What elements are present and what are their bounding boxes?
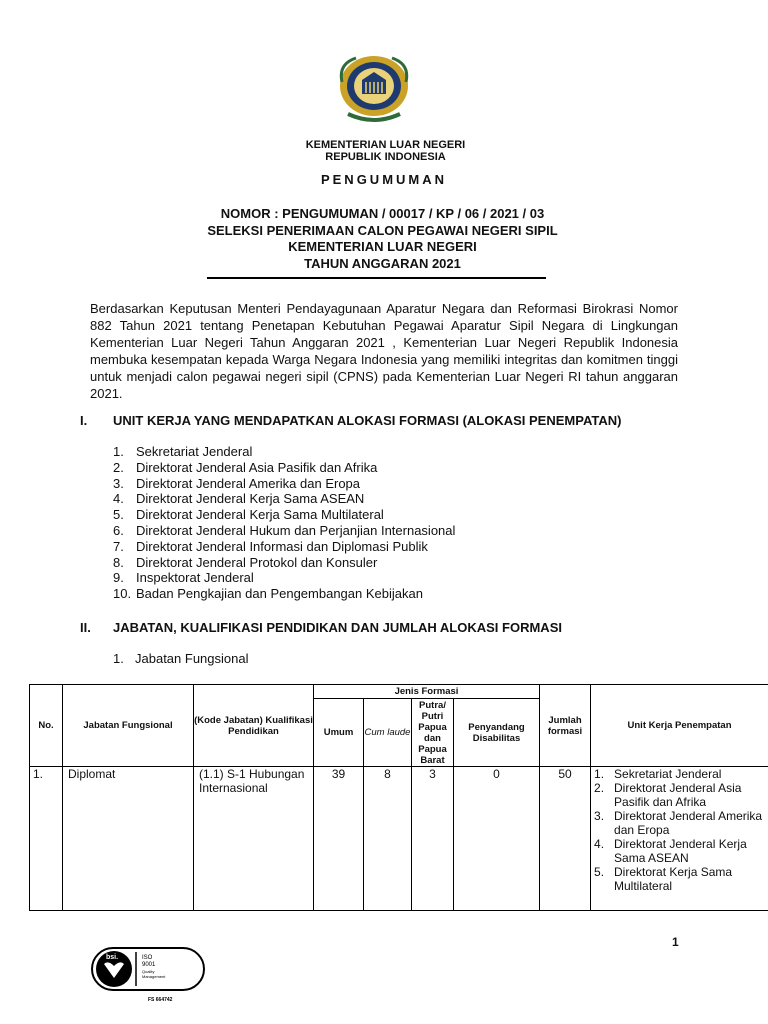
list-item: 5. Direktorat Kerja Sama Multilateral [594,865,733,893]
formation-table [29,684,768,911]
page-number: 1 [672,935,679,949]
table-row [30,767,768,911]
ministry-emblem-logo [338,52,410,128]
org-line-2: REPUBLIK INDONESIA [325,151,446,163]
cell-no: 1. [30,767,63,911]
iso-quality-text: Quality [142,969,155,974]
subsection-number: 1. [113,651,124,666]
list-item: 1. Sekretariat Jenderal [594,767,722,781]
intro-paragraph: Berdasarkan Keputusan Menteri Pendayagunaan Aparatur Negara dan Reformasi Birokrasi Nomor 882 Tahun 2021 tentang Penetapan Kebutuhan Pegawai Aparatur Sipil Negara di Lingkungan Kementerian Luar Negeri Tahun Anggaran 2021 , Kementerian Luar Negeri Republik Indonesia membuka kesempatan kepada Warga Negara Indonesia yang memiliki integritas dan komitmen tinggi untuk menjadi calon pegawai negeri sipil (CPNS) pada Kementerian Luar Negeri RI tahun anggaran 2021. [90,301,678,401]
list-item: 7. Direktorat Jenderal Informasi dan Diplomasi Publik [113,538,428,554]
list-item: 9. Inspektorat Jenderal [113,570,254,586]
list-item: 2. Direktorat Jenderal Asia Pasifik dan Afrika [594,781,742,809]
header-jenis-formasi: Jenis Formasi [314,685,540,699]
cell-kode: (1.1) S-1 Hubungan Internasional [194,767,314,911]
section-2-title: JABATAN, KUALIFIKASI PENDIDIKAN DAN JUMLAH ALOKASI FORMASI [113,620,562,635]
list-item: 10. Badan Pengkajian dan Pengembangan Kebijakan [113,586,423,602]
section-1-title: UNIT KERJA YANG MENDAPATKAN ALOKASI FORMASI (ALOKASI PENEMPATAN) [113,413,622,428]
placement-unit-list [591,767,768,893]
header-kode: (Kode Jabatan) Kualifikasi Pendidikan [194,685,314,767]
header-divider [207,277,546,279]
cell-unit [591,767,768,911]
header-papua: Putra/ Putri Papua dan Papua Barat [412,699,454,767]
header-no: No. [30,685,63,767]
list-item: 8. Direktorat Jenderal Protokol dan Konsuler [113,554,378,570]
announcement-title-line-1: SELEKSI PENERIMAAN CALON PEGAWAI NEGERI SIPIL [207,223,558,238]
list-item: 4. Direktorat Jenderal Kerja Sama ASEAN [113,491,365,507]
list-item: 3. Direktorat Jenderal Amerika dan Eropa [113,475,361,491]
subsection-heading [113,651,248,666]
header-unit: Unit Kerja Penempatan [591,685,768,767]
header-disabilitas: Penyandang Disabilitas [454,699,540,767]
announcement-heading: PENGUMUMAN [320,172,448,187]
bsi-iso-certification-logo [90,944,210,1004]
header-cum-laude: Cum laude [364,699,412,767]
header-jabatan: Jabatan Fungsional [63,685,194,767]
cell-jabatan: Diplomat [63,767,194,911]
announcement-number: NOMOR : PENGUMUMAN / 00017 / KP / 06 / 2021 / 03 [220,206,545,221]
list-item: 6. Direktorat Jenderal Hukum dan Perjanjian Internasional [113,522,456,538]
cell-papua: 3 [412,767,454,911]
subsection-title: Jabatan Fungsional [135,651,249,666]
cell-jumlah: 50 [540,767,591,911]
cell-cum-laude: 8 [364,767,412,911]
org-line-1: KEMENTERIAN LUAR NEGERI [305,139,466,151]
cell-disabilitas: 0 [454,767,540,911]
work-unit-list [113,444,455,602]
organization-name [303,139,468,163]
certificate-number: FS 664742 [148,997,173,1003]
section-2-number: II. [80,620,91,635]
list-item: 2. Direktorat Jenderal Asia Pasifik dan Afrika [113,459,378,475]
list-item: 1. Sekretariat Jenderal [113,444,253,459]
header-jumlah: Jumlah formasi [540,685,591,767]
header-umum: Umum [314,699,364,767]
bsi-brand-text: bsi. [106,954,119,961]
cell-umum: 39 [314,767,364,911]
section-1-number: I. [80,413,88,428]
announcement-title-line-2: KEMENTERIAN LUAR NEGERI [288,239,477,254]
iso-management-text: Management [142,974,166,979]
list-item: 3. Direktorat Jenderal Amerika dan Eropa [594,809,763,837]
list-item: 5. Direktorat Jenderal Kerja Sama Multilateral [113,507,384,523]
announcement-title-line-3: TAHUN ANGGARAN 2021 [304,256,461,271]
iso-text: ISO [142,955,153,961]
list-item: 4. Direktorat Jenderal Kerja Sama ASEAN [594,837,747,865]
iso-number-text: 9001 [142,962,156,968]
